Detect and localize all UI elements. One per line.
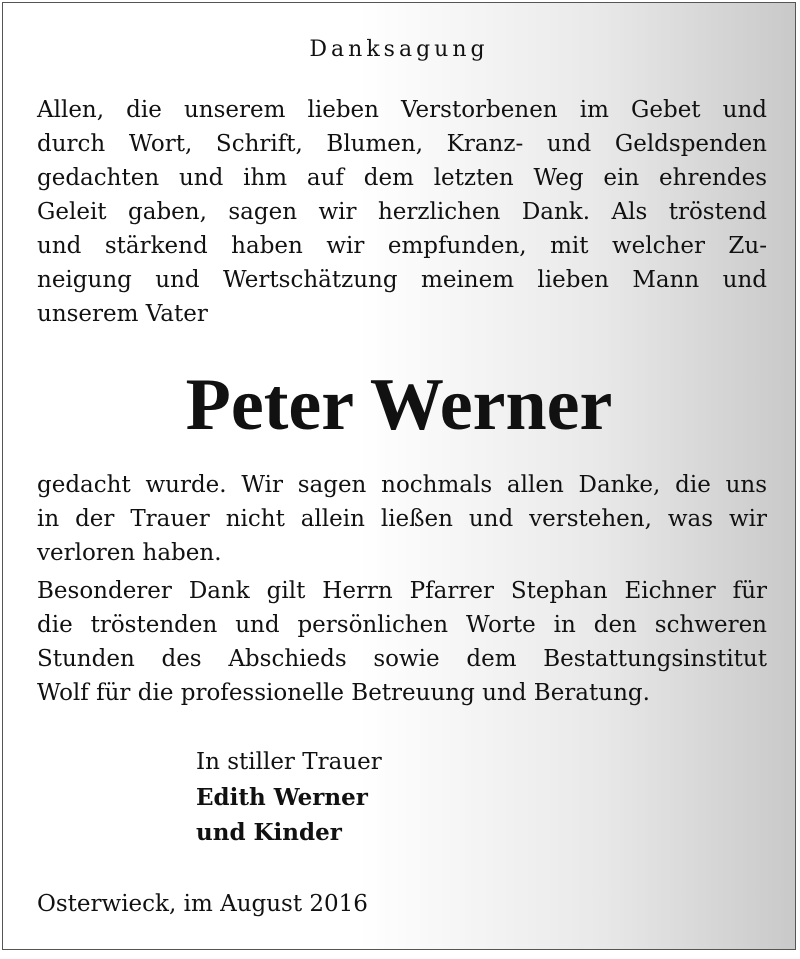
text-line: Stunden des Abschieds sowie dem Bestattungsinstitut [37,646,767,672]
text-line: gedacht wurde. Wir sagen nochmals allen Danke, die uns [37,472,767,498]
text-line: durch Wort, Schrift, Blumen, Kranz- und Geldspenden [37,131,767,157]
signature-intro: In stiller Trauer [196,749,382,775]
text-line: unserem Vater [37,301,208,327]
thanks-paragraph [37,93,767,331]
text-line: Geleit gaben, sagen wir herzlichen Dank. Als tröstend [37,199,767,225]
deceased-name: Peter Werner [185,364,613,446]
text-line: neigung und Wertschätzung meinem lieben Mann und [37,267,767,293]
text-line: gedachten und ihm auf dem letzten Weg ein ehrendes [37,165,767,191]
text-line: Wolf für die professionelle Betreuung und Beratung. [37,680,650,706]
text-line: Besonderer Dank gilt Herrn Pfarrer Stephan Eichner für [37,578,767,604]
text-line: in der Trauer nicht allein ließen und verstehen, was wir [37,506,767,532]
special-thanks-paragraph [37,574,767,710]
text-line: verloren haben. [37,540,222,566]
text-line: und stärkend haben wir empfunden, mit welcher Zu- [37,233,767,259]
signature-block [196,745,382,850]
obituary-notice [2,2,796,950]
signature-family: und Kinder [196,819,342,846]
notice-heading: Danksagung [309,37,489,62]
place-date: Osterwieck, im August 2016 [37,891,368,917]
text-line: Allen, die unserem lieben Verstorbenen im Gebet und [37,97,767,123]
text-line: die tröstenden und persönlichen Worte in den schweren [37,612,767,638]
signature-name: Edith Werner [196,784,368,811]
remembrance-paragraph [37,468,767,570]
